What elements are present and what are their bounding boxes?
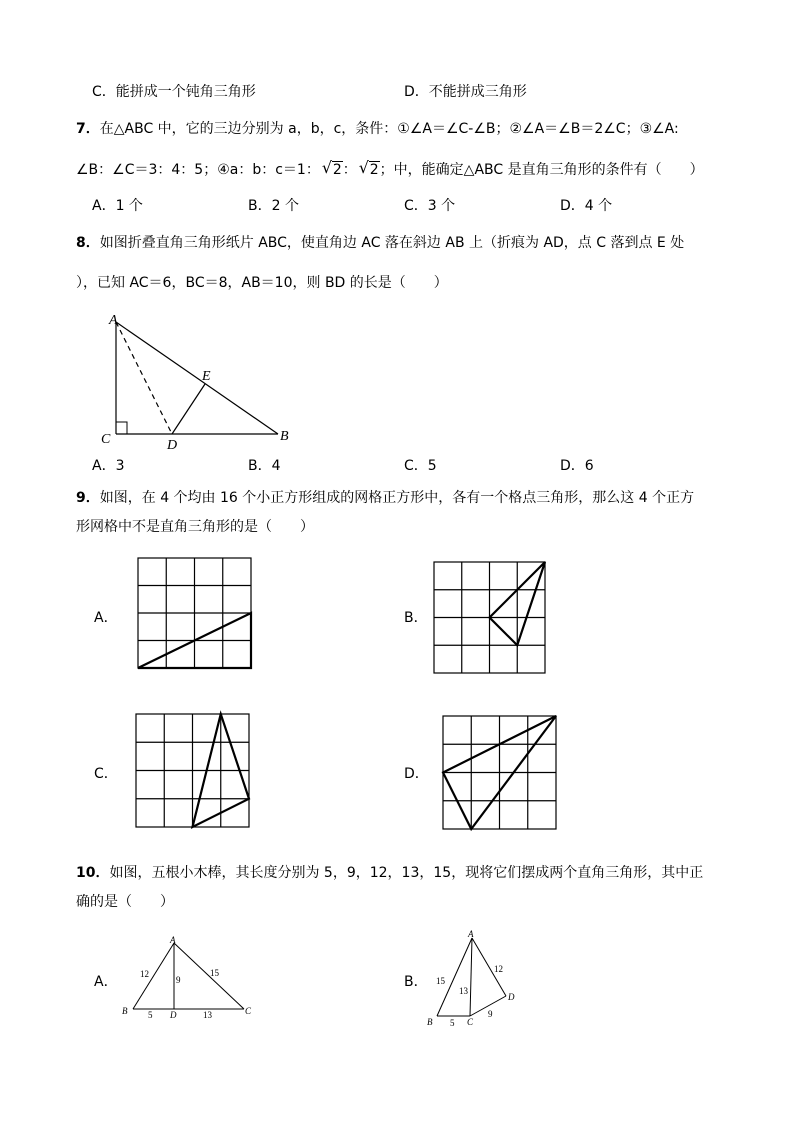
q9-grid-a <box>138 558 252 668</box>
q8-option-a: A．3 <box>92 458 125 474</box>
q8-stem-line1 <box>76 233 684 253</box>
q6-option-d: D．不能拼成三角形 <box>404 84 527 100</box>
q6-option-c: C．能拼成一个钝角三角形 <box>92 84 256 100</box>
label-b: B <box>280 429 289 444</box>
fig-a-label-d: D <box>170 1010 177 1020</box>
q7-sqrt-2: √ 2 <box>358 158 379 178</box>
q7-sqrt-radicand-1: 2 <box>332 162 342 178</box>
q9-grid-c <box>136 714 250 828</box>
q7-sqrt-radicand-2: 2 <box>369 162 379 178</box>
q10-figure-b <box>422 928 532 1030</box>
q9-option-a-label: A． <box>94 610 118 626</box>
fold-line-ad <box>116 322 172 434</box>
q8-text-1: 如图折叠直角三角形纸片 ABC，使直角边 AC 落在斜边 AB 上（折痕为 AD，点 C 落到点 E 处 <box>99 235 685 251</box>
q9-grid-b <box>434 562 546 674</box>
q7-stem-line2 <box>76 160 704 180</box>
fig-a-side-9: 9 <box>176 975 181 985</box>
fig-a-label-c: C <box>245 1006 252 1016</box>
q9-option-d-label: D． <box>404 766 429 782</box>
fig-b-label-a: A <box>468 929 474 939</box>
q8-option-c: C．5 <box>404 458 437 474</box>
fig-b-label-c: C <box>467 1017 474 1027</box>
q9-option-b-label: B． <box>404 610 428 626</box>
q9-option-c-label: C． <box>94 766 118 782</box>
q7-colon: ： <box>342 162 357 178</box>
q7-stem-line1 <box>76 119 679 139</box>
q8-option-b: B．4 <box>248 458 281 474</box>
label-e: E <box>202 369 211 384</box>
q8-number: 8． <box>76 235 100 251</box>
q10-option-a-label: A． <box>94 974 118 990</box>
fig-b-label-d: D <box>508 992 515 1002</box>
fig-b-side-15: 15 <box>436 976 445 986</box>
q7-text-1: 在△ABC 中，它的三边分别为 a，b，c，条件：①∠A＝∠C-∠B；②∠A＝∠B＝2∠C；③∠A: <box>99 121 679 137</box>
fig-b-label-b: B <box>427 1017 433 1027</box>
q10-stem-line2: 确的是（ ） <box>76 894 174 910</box>
fig-b-side-12: 12 <box>494 964 503 974</box>
fig-a-side-5: 5 <box>148 1010 153 1020</box>
fig-a-side-12: 12 <box>140 969 149 979</box>
fig-a-label-b: B <box>122 1006 128 1016</box>
q7-text-2a: ∠B：∠C＝3：4：5；④a：b：c＝1： <box>76 162 320 178</box>
q8-option-d: D．6 <box>560 458 594 474</box>
q8-figure <box>96 312 306 453</box>
q9-text-1: 如图，在 4 个均由 16 个小正方形组成的网格正方形中，各有一个格点三角形，那么这 4 个正方 <box>99 490 695 506</box>
q8-stem-line2: ），已知 AC＝6，BC＝8，AB＝10，则 BD 的长是（ ） <box>76 275 448 291</box>
fig-a-side-13: 13 <box>203 1010 212 1020</box>
q7-number: 7． <box>76 121 100 137</box>
q9-number: 9． <box>76 490 100 506</box>
q7-sqrt-1: √ 2 <box>321 158 342 178</box>
label-d: D <box>167 438 178 453</box>
q7-option-a: A．1 个 <box>92 198 143 214</box>
fig-b-side-5: 5 <box>450 1018 455 1028</box>
q7-option-b: B．2 个 <box>248 198 299 214</box>
label-a: A <box>109 313 118 328</box>
q9-stem-line1 <box>76 488 694 508</box>
q9-grid-d <box>443 716 557 830</box>
q7-option-d: D．4 个 <box>560 198 613 214</box>
q10-stem-line1 <box>76 863 703 883</box>
fig-b-side-9: 9 <box>488 1009 493 1019</box>
fig-a-label-a: A <box>170 935 176 945</box>
fig-a-side-15: 15 <box>210 968 219 978</box>
label-c: C <box>101 432 111 447</box>
q7-text-2b: ；中，能确定△ABC 是直角三角形的条件有（ ） <box>379 162 704 178</box>
q7-option-c: C．3 个 <box>404 198 456 214</box>
q9-stem-line2: 形网格中不是直角三角形的是（ ） <box>76 519 314 535</box>
q10-figure-a <box>118 934 264 1020</box>
q10-number: 10． <box>76 865 110 881</box>
q10-text-1: 如图，五根小木棒，其长度分别为 5，9，12，13，15，现将它们摆成两个直角三角形，其中正 <box>109 865 704 881</box>
q10-option-b-label: B． <box>404 974 428 990</box>
fig-b-side-13: 13 <box>459 986 468 996</box>
